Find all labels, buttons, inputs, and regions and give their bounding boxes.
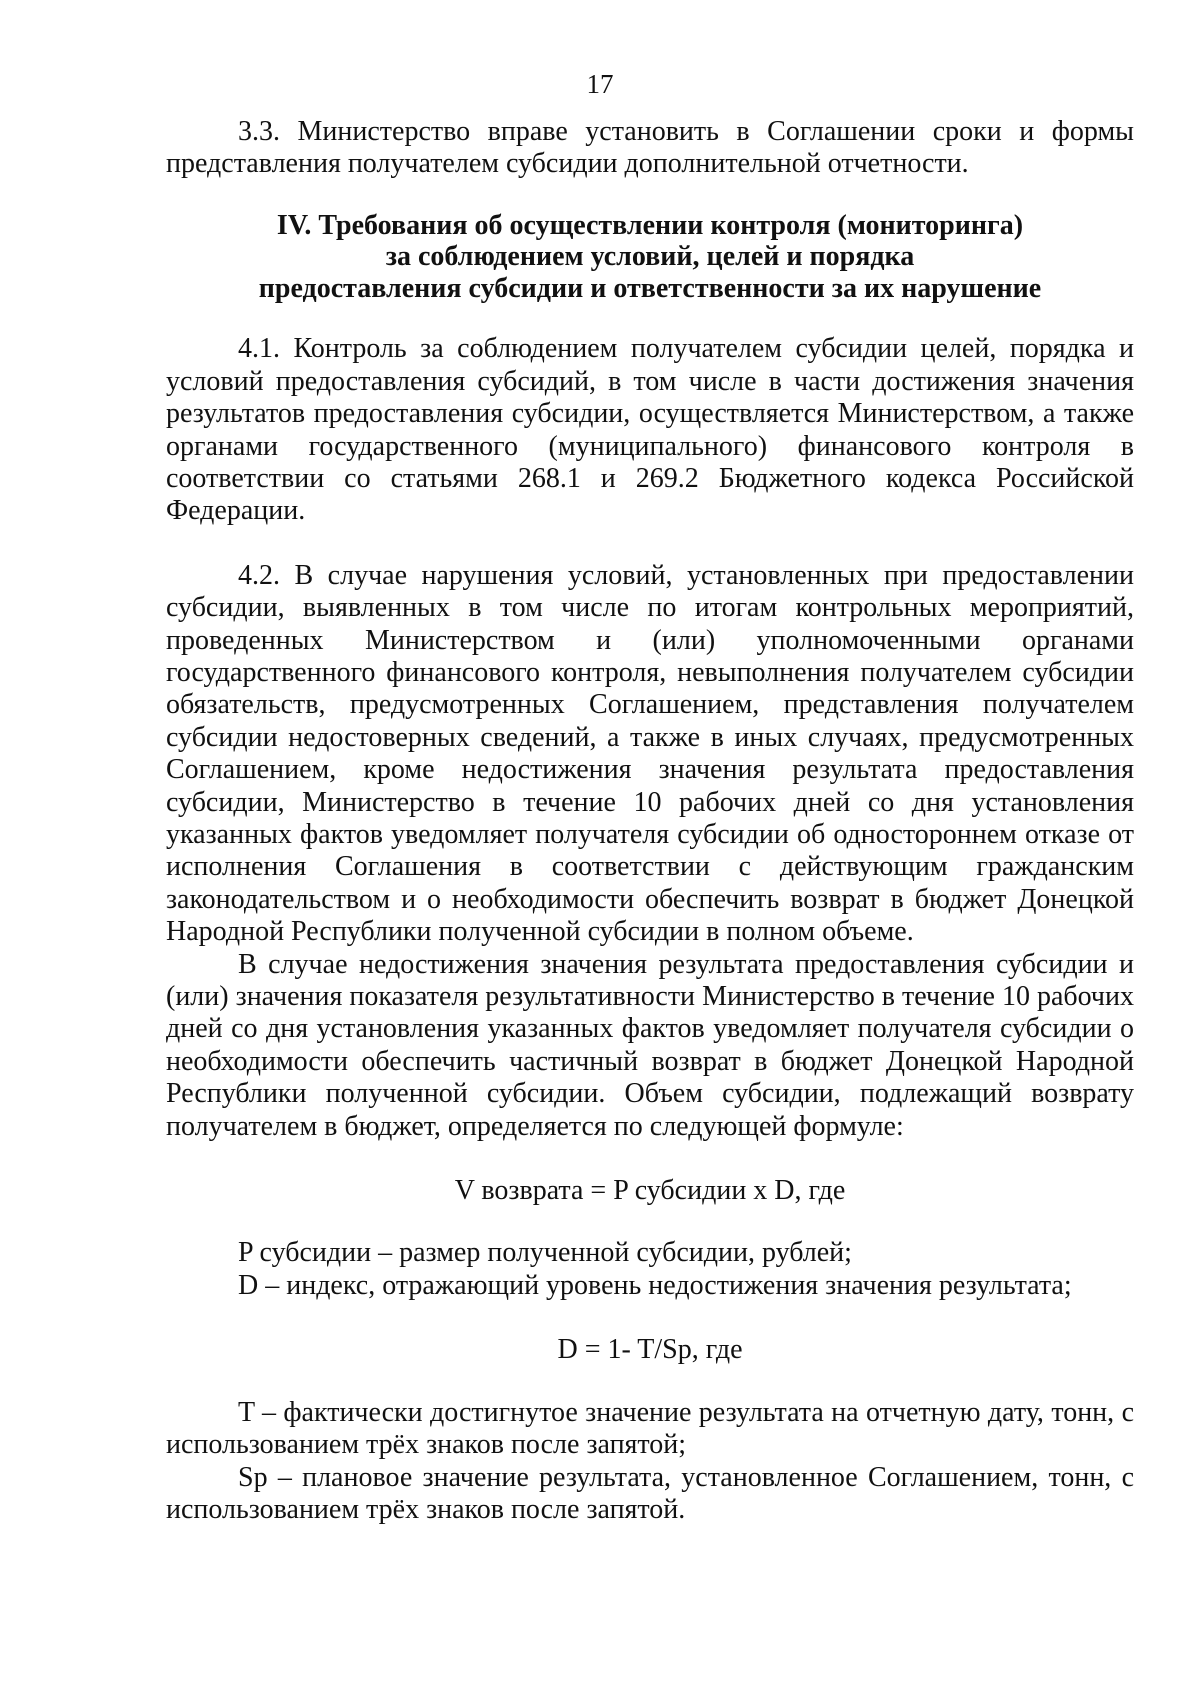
- paragraph-4-2-continued: В случае недостижения значения результата предоставления субсидии и (или) значения показателя результативности Министерство в течение 10 рабочих дней со дня установления указанных фактов уведомляет получателя субсидии о необходимости обеспечить частичный возврат в бюджет Донецкой Народной Республики полученной субсидии. Объем субсидии, подлежащий возврату получателем в бюджет, определяется по следующей формуле:: [166, 948, 1134, 1142]
- definition-d-index: D – индекс, отражающий уровень недостижения значения результата;: [238, 1269, 1072, 1301]
- definition-p-subsidy: P субсидии – размер полученной субсидии, рублей;: [238, 1237, 852, 1269]
- paragraph-4-1: 4.1. Контроль за соблюдением получателем субсидии целей, порядка и условий предоставления субсидий, в том числе в части достижения значения результатов предоставления субсидии, осуществляется Министерством, а также органами государственного (муниципального) финансового контроля в соответствии со статьями 268.1 и 269.2 Бюджетного кодекса Российской Федерации.: [166, 333, 1134, 527]
- section-heading: [166, 210, 1134, 305]
- formula-d-index: D = 1- T/Sp, где: [557, 1334, 743, 1366]
- paragraph-4-2: 4.2. В случае нарушения условий, установленных при предоставлении субсидии, выявленных в том числе по итогам контрольных мероприятий, проведенных Министерством и (или) уполномоченными органами государственного финансового контроля, невыполнения получателем субсидии обязательств, предусмотренных Соглашением, представления получателем субсидии недостоверных сведений, а также в иных случаях, предусмотренных Соглашением, кроме недостижения значения результата предоставления субсидии, Министерство в течение 10 рабочих дней со дня установления указанных фактов уведомляет получателя субсидии об одностороннем отказе от исполнения Соглашения в соответствии с действующим гражданским законодательством и о необходимости обеспечить возврат в бюджет Донецкой Народной Республики полученной субсидии в полном объеме.: [166, 559, 1134, 948]
- heading-line-2: за соблюдением условий, целей и порядка: [385, 241, 915, 273]
- paragraph-3-3: 3.3. Министерство вправе установить в Соглашении сроки и формы представления получателем субсидии дополнительной отчетности.: [166, 116, 1134, 180]
- definition-sp-plan: Sp – плановое значение результата, установленное Соглашением, тонн, с использованием трёх знаков после запятой.: [166, 1461, 1134, 1525]
- heading-line-1: IV. Требования об осуществлении контроля (мониторинга): [276, 209, 1024, 241]
- document-body: [166, 116, 1134, 1526]
- page-number: 17: [586, 69, 614, 99]
- definition-t-actual: T – фактически достигнутое значение результата на отчетную дату, тонн, с использованием трёх знаков после запятой;: [166, 1396, 1134, 1461]
- formula-refund-volume: V возврата = P субсидии х D, где: [454, 1175, 846, 1207]
- heading-line-3: предоставления субсидии и ответственности за их нарушение: [258, 272, 1042, 304]
